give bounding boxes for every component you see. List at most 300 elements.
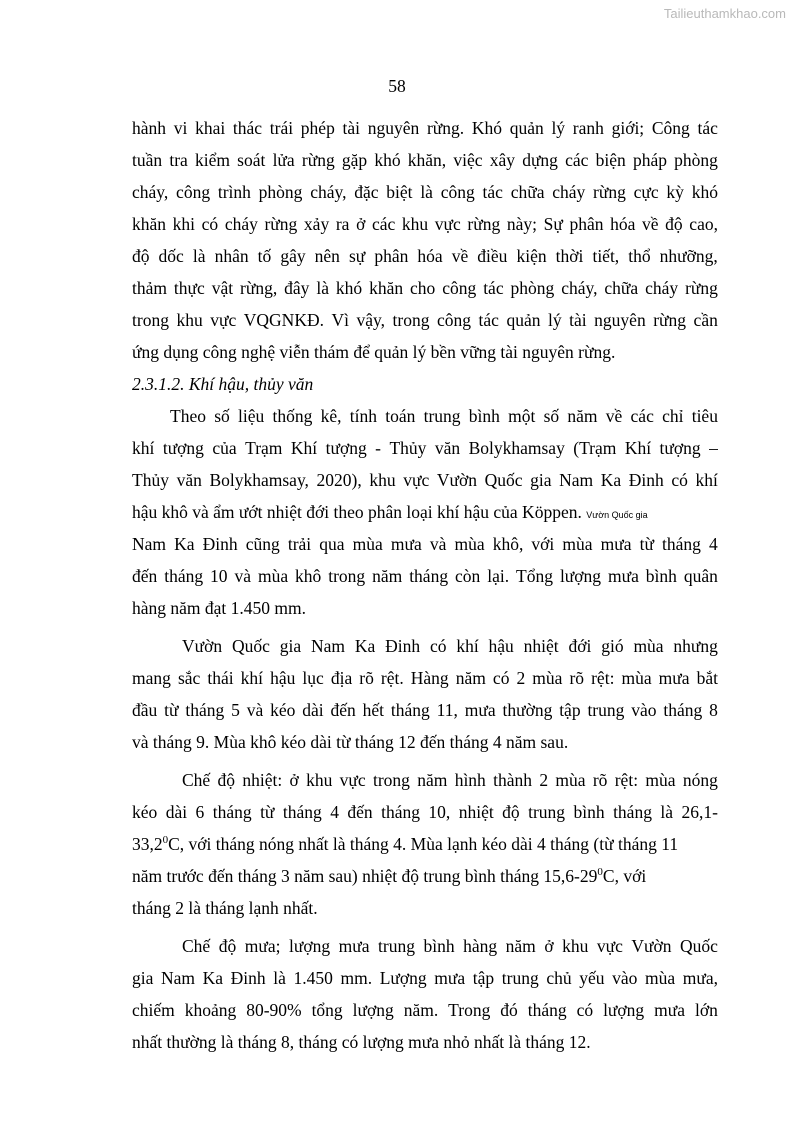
word: mưa; xyxy=(244,936,281,956)
word: lục xyxy=(302,668,324,688)
watermark: Tailieuthamkhao.com xyxy=(663,6,786,21)
word: khăn xyxy=(132,214,167,234)
word: năm xyxy=(455,668,486,688)
word: hậu xyxy=(270,668,296,688)
word: đây xyxy=(284,278,310,298)
word: 8 xyxy=(709,700,718,720)
word: tác xyxy=(483,278,504,298)
word: thống xyxy=(272,406,313,426)
word: Hàng xyxy=(410,668,449,688)
word: dài xyxy=(165,802,188,822)
word: Vì xyxy=(331,310,349,330)
word: khu xyxy=(369,470,396,490)
word: khai xyxy=(195,118,226,138)
word: có xyxy=(429,636,447,656)
word: ranh xyxy=(572,118,604,138)
word: thái xyxy=(207,668,234,688)
word: tượng xyxy=(325,438,367,458)
word: nhiệt xyxy=(458,802,494,822)
word: mưa xyxy=(434,968,466,988)
word: là xyxy=(273,968,286,988)
degree-superscript: 0 xyxy=(162,834,169,847)
word: khí xyxy=(240,668,264,688)
word: bình xyxy=(573,802,605,822)
word: vực xyxy=(403,470,430,490)
word: dốc xyxy=(158,246,184,266)
word: tháng xyxy=(381,802,420,822)
text-line xyxy=(132,432,718,464)
word: quản xyxy=(506,310,541,330)
word: tố xyxy=(257,246,272,266)
word: Thủy xyxy=(389,438,427,458)
word: cháy, xyxy=(561,278,598,298)
word: số xyxy=(543,406,560,426)
word: và xyxy=(429,534,447,554)
word: phân xyxy=(374,246,409,266)
word: - xyxy=(375,438,381,458)
word: khí xyxy=(132,438,155,458)
word: trong xyxy=(392,310,430,330)
word: Công xyxy=(651,118,690,138)
word: độ xyxy=(665,214,683,234)
word: chiếm xyxy=(132,1000,175,1020)
word: tháng xyxy=(185,700,225,720)
word: phân xyxy=(569,214,604,234)
word: mùa xyxy=(555,770,586,790)
word: rệt: xyxy=(591,668,615,688)
word: nhưỡng, xyxy=(659,246,718,266)
word: đó xyxy=(500,1000,518,1020)
word: hóa xyxy=(610,214,636,234)
word: kiện xyxy=(516,246,547,266)
word: thực xyxy=(173,278,205,298)
word: năm xyxy=(567,406,598,426)
word: khoảng xyxy=(184,1000,237,1020)
word: mưa xyxy=(338,936,370,956)
word: của xyxy=(212,438,237,458)
word: tháng xyxy=(662,534,701,554)
word: vực xyxy=(596,936,623,956)
text-line: hàng năm đạt 1.450 mm. xyxy=(132,598,307,618)
word: trung xyxy=(587,700,625,720)
word: gây xyxy=(280,246,306,266)
word: tập xyxy=(472,968,495,988)
word: qua xyxy=(319,534,345,554)
word: công xyxy=(442,278,477,298)
word: từ xyxy=(260,802,275,822)
word: các xyxy=(630,406,654,426)
word: việc xyxy=(453,150,483,170)
word: năm xyxy=(417,770,448,790)
word: quân xyxy=(683,566,718,586)
word: mưa, xyxy=(682,968,718,988)
degree-superscript: 0 xyxy=(597,866,603,879)
word: bình xyxy=(645,566,677,586)
word: cháy, xyxy=(310,182,347,202)
word: cần xyxy=(693,310,718,330)
word: rừng xyxy=(467,214,501,234)
word: tác xyxy=(697,118,718,138)
word: sự xyxy=(348,246,366,266)
word: cho xyxy=(410,278,436,298)
word: Bolykhamsay xyxy=(468,438,565,458)
word: khô xyxy=(295,566,322,586)
word: khu xyxy=(176,310,203,330)
word: nên xyxy=(314,246,340,266)
paragraph-climate-overview xyxy=(132,400,718,624)
word: mưa xyxy=(390,534,422,554)
word: vực xyxy=(339,770,366,790)
word: thác xyxy=(232,118,263,138)
word: rõ xyxy=(592,770,608,790)
word: mưa xyxy=(654,1000,685,1020)
word: rệt. xyxy=(380,668,404,688)
word: trong xyxy=(328,566,366,586)
word: rừng xyxy=(685,278,718,298)
word: khó xyxy=(691,182,718,202)
word: tượng xyxy=(162,438,204,458)
word: gió xyxy=(601,636,624,656)
word: toán xyxy=(385,406,416,426)
word: độ xyxy=(218,936,237,956)
word: phòng xyxy=(674,150,718,170)
word: 2 xyxy=(516,668,526,688)
word: pháp xyxy=(632,150,667,170)
text-line xyxy=(132,304,718,336)
word: thường xyxy=(502,700,553,720)
word: vật xyxy=(211,278,234,298)
word: thành xyxy=(493,770,533,790)
word: 80-90% xyxy=(246,1000,302,1020)
word: kê, xyxy=(320,406,342,426)
word: vậy, xyxy=(356,310,386,330)
word: rừng xyxy=(653,310,687,330)
word: hình xyxy=(454,770,486,790)
word: với xyxy=(531,534,555,554)
text-line xyxy=(132,662,718,694)
word: năm. xyxy=(403,1000,439,1020)
word: phòng xyxy=(258,182,303,202)
word: dựng xyxy=(522,150,558,170)
word: Đinh xyxy=(230,968,266,988)
word: nhân xyxy=(214,246,249,266)
word: 5 xyxy=(231,700,240,720)
word: rừng, xyxy=(240,278,278,298)
word: về xyxy=(605,406,623,426)
word: điều xyxy=(477,246,508,266)
word: tháng xyxy=(212,802,252,822)
word: 10 xyxy=(210,566,228,586)
word: nhiệt xyxy=(523,636,559,656)
word: độ xyxy=(132,246,150,266)
word: gặp xyxy=(341,150,368,170)
word: văn xyxy=(176,470,202,490)
word: mưa xyxy=(600,534,632,554)
word: nóng xyxy=(682,770,718,790)
word: 11, xyxy=(436,700,458,720)
text-line xyxy=(132,176,718,208)
text-span: hậu khô và ẩm ướt nhiệt đới theo phân loại khí hậu của Köppen. xyxy=(132,502,582,522)
word: khí xyxy=(456,636,479,656)
word: 4 xyxy=(709,534,718,554)
word: Khí xyxy=(290,438,318,458)
word: số xyxy=(214,406,230,426)
text-line xyxy=(132,112,718,144)
word: phòng xyxy=(510,278,555,298)
word: Vườn xyxy=(182,636,223,656)
word: cao, xyxy=(689,214,718,234)
word: hành xyxy=(132,118,167,138)
word: tháng xyxy=(390,700,430,720)
word: Đinh xyxy=(385,636,421,656)
word: cực xyxy=(633,182,659,202)
word: khu xyxy=(401,214,429,234)
text-span: C, với xyxy=(602,866,647,886)
paragraph-forest-management xyxy=(132,112,718,368)
word: mùa xyxy=(532,668,563,688)
word: Quốc xyxy=(484,470,523,490)
text-line xyxy=(132,930,718,962)
word: mưa xyxy=(658,668,690,688)
text-line: ứng dụng công nghệ viễn thám để quản lý bền vững tài nguyên rừng. xyxy=(132,342,616,362)
word: quản xyxy=(509,118,544,138)
word: năm xyxy=(505,936,536,956)
word: có xyxy=(492,668,510,688)
word: các xyxy=(371,214,396,234)
word: Thủy xyxy=(132,470,169,490)
word: Chế xyxy=(182,936,211,956)
word: chữa xyxy=(510,182,545,202)
word: một xyxy=(508,406,536,426)
word: 2020), xyxy=(316,470,362,490)
word: soát xyxy=(237,150,266,170)
word: công xyxy=(176,182,211,202)
section-heading: 2.3.1.2. Khí hậu, thủy văn xyxy=(132,374,314,394)
word: trung xyxy=(378,936,415,956)
word: trong xyxy=(132,310,169,330)
word: sắc xyxy=(177,668,201,688)
word: trung xyxy=(528,802,566,822)
word: trung xyxy=(501,968,539,988)
word: tổng xyxy=(311,1000,343,1020)
word: mưa xyxy=(607,566,639,586)
paragraph-rainfall-regime xyxy=(132,930,718,1058)
word: lại. xyxy=(487,566,510,586)
word: bắt xyxy=(696,668,718,688)
word: hóa xyxy=(417,246,443,266)
word: Nam xyxy=(161,968,196,988)
word: lượng xyxy=(288,936,331,956)
word: rừng xyxy=(264,214,298,234)
word: tháng xyxy=(164,566,204,586)
word: ở xyxy=(544,936,554,956)
text-line: nhất thường là tháng 8, tháng có lượng mưa nhỏ nhất là tháng 12. xyxy=(132,1032,591,1052)
text-line xyxy=(132,144,718,176)
text-line xyxy=(132,464,718,496)
word: kỳ xyxy=(666,182,684,202)
word: xây xyxy=(489,150,515,170)
text-line: và tháng 9. Mùa khô kéo dài từ tháng 12 đến tháng 4 năm sau. xyxy=(132,732,569,752)
word: nhưng xyxy=(673,636,718,656)
word: lượng xyxy=(352,1000,394,1020)
word: dài xyxy=(302,700,324,720)
word: mùa xyxy=(633,636,664,656)
word: lượng xyxy=(603,1000,645,1020)
word: rừng xyxy=(301,150,335,170)
word: tiêu xyxy=(691,406,718,426)
word: là xyxy=(192,246,206,266)
word: cháy xyxy=(552,182,586,202)
word: Đinh xyxy=(628,470,664,490)
word: giới; xyxy=(611,118,645,138)
word: Nam xyxy=(559,470,594,490)
word: kéo xyxy=(270,700,296,720)
word: trung xyxy=(423,406,461,426)
word: 6 xyxy=(195,802,205,822)
text-line xyxy=(132,272,718,304)
word: Sự xyxy=(543,214,563,234)
word: là xyxy=(420,182,433,202)
word: mùa xyxy=(562,534,593,554)
word: liệu xyxy=(238,406,265,426)
word: thảm xyxy=(132,278,167,298)
word: Bolykhamsay, xyxy=(209,470,309,490)
word: rừng xyxy=(593,182,626,202)
word: Trạm xyxy=(245,438,283,458)
word: tháng xyxy=(663,700,703,720)
word: đến xyxy=(347,802,373,822)
word: thổ xyxy=(628,246,651,266)
word: lượng xyxy=(559,566,602,586)
text-line xyxy=(132,828,718,860)
word: 1.450 xyxy=(293,968,333,988)
word: Ka xyxy=(600,470,622,490)
word: Tổng xyxy=(516,566,553,586)
small-inline-text: Vườn Quốc gia xyxy=(586,510,648,520)
word: đới xyxy=(568,636,592,656)
word: tượng xyxy=(659,438,701,458)
word: khăn xyxy=(369,278,404,298)
word: tài xyxy=(569,310,587,330)
word: Trong xyxy=(448,1000,491,1020)
word: Vườn xyxy=(631,936,672,956)
word: bình xyxy=(423,936,455,956)
word: địa xyxy=(330,668,353,688)
word: rõ xyxy=(569,668,585,688)
word: biệt xyxy=(386,182,413,202)
word: chủ xyxy=(546,968,572,988)
word: Quốc xyxy=(680,936,718,956)
word: lý xyxy=(551,118,566,138)
word: mùa xyxy=(644,968,676,988)
word: mùa xyxy=(645,770,676,790)
word: độ xyxy=(502,802,520,822)
word: Khí xyxy=(624,438,652,458)
word: Nam xyxy=(310,636,345,656)
text-line xyxy=(132,694,718,726)
text-line xyxy=(132,240,718,272)
word: hậu xyxy=(488,636,514,656)
word: tháng xyxy=(613,802,652,822)
word: 4 xyxy=(330,802,339,822)
word: trình xyxy=(217,182,251,202)
text-line xyxy=(132,528,718,560)
text-line xyxy=(132,994,718,1026)
word: công xyxy=(440,182,475,202)
word: rừng. xyxy=(426,118,465,138)
word: tập xyxy=(559,700,581,720)
word: bình xyxy=(468,406,500,426)
word: vào xyxy=(612,968,638,988)
word: chữa xyxy=(604,278,639,298)
word: lý xyxy=(548,310,562,330)
word: lửa xyxy=(272,150,295,170)
word: gia xyxy=(530,470,552,490)
word: từ xyxy=(164,700,179,720)
word: trái xyxy=(269,118,294,138)
word: và xyxy=(246,700,264,720)
word: mang xyxy=(132,668,171,688)
text-span: năm trước đến tháng 3 năm sau) nhiệt độ trung bình tháng 15,6-29 xyxy=(132,866,598,886)
word: Ka xyxy=(202,968,224,988)
word: cũng xyxy=(245,534,280,554)
word: vực xyxy=(210,310,237,330)
word: mùa xyxy=(621,668,652,688)
text-line xyxy=(132,796,718,828)
word: mưa xyxy=(464,700,496,720)
word: kiểm xyxy=(194,150,230,170)
word: tra xyxy=(169,150,188,170)
word: Ka xyxy=(174,534,195,554)
word: tính xyxy=(349,406,377,426)
word: nguyên xyxy=(367,118,420,138)
word: cháy xyxy=(224,214,258,234)
word: tuần xyxy=(132,150,163,170)
word: gia xyxy=(132,968,154,988)
word: Nam xyxy=(132,534,167,554)
word: tài xyxy=(342,118,361,138)
word: mùa xyxy=(454,534,485,554)
page-number: 58 xyxy=(388,76,406,96)
word: 10, xyxy=(428,802,451,822)
word: ở xyxy=(356,214,366,234)
word: thời xyxy=(555,246,584,266)
word: khu xyxy=(306,770,333,790)
word: vào xyxy=(631,700,657,720)
word: xảy xyxy=(303,214,330,234)
word: Đinh xyxy=(202,534,238,554)
text-line xyxy=(132,560,718,592)
word: về xyxy=(451,246,469,266)
word: khi xyxy=(172,214,196,234)
word: về xyxy=(642,214,659,234)
word: VQGNKĐ. xyxy=(243,310,324,330)
word: khô, xyxy=(492,534,524,554)
word: yếu xyxy=(579,968,605,988)
word: – xyxy=(709,438,718,458)
word: tác xyxy=(482,182,503,202)
word: có xyxy=(671,470,688,490)
text-line xyxy=(132,208,718,240)
word: phép xyxy=(300,118,335,138)
word: đến xyxy=(132,566,158,586)
word: khó xyxy=(335,278,363,298)
word: lớn xyxy=(694,1000,718,1020)
word: khí xyxy=(695,470,718,490)
word: này; xyxy=(506,214,537,234)
word: đặc xyxy=(354,182,379,202)
word: Lượng xyxy=(379,968,427,988)
